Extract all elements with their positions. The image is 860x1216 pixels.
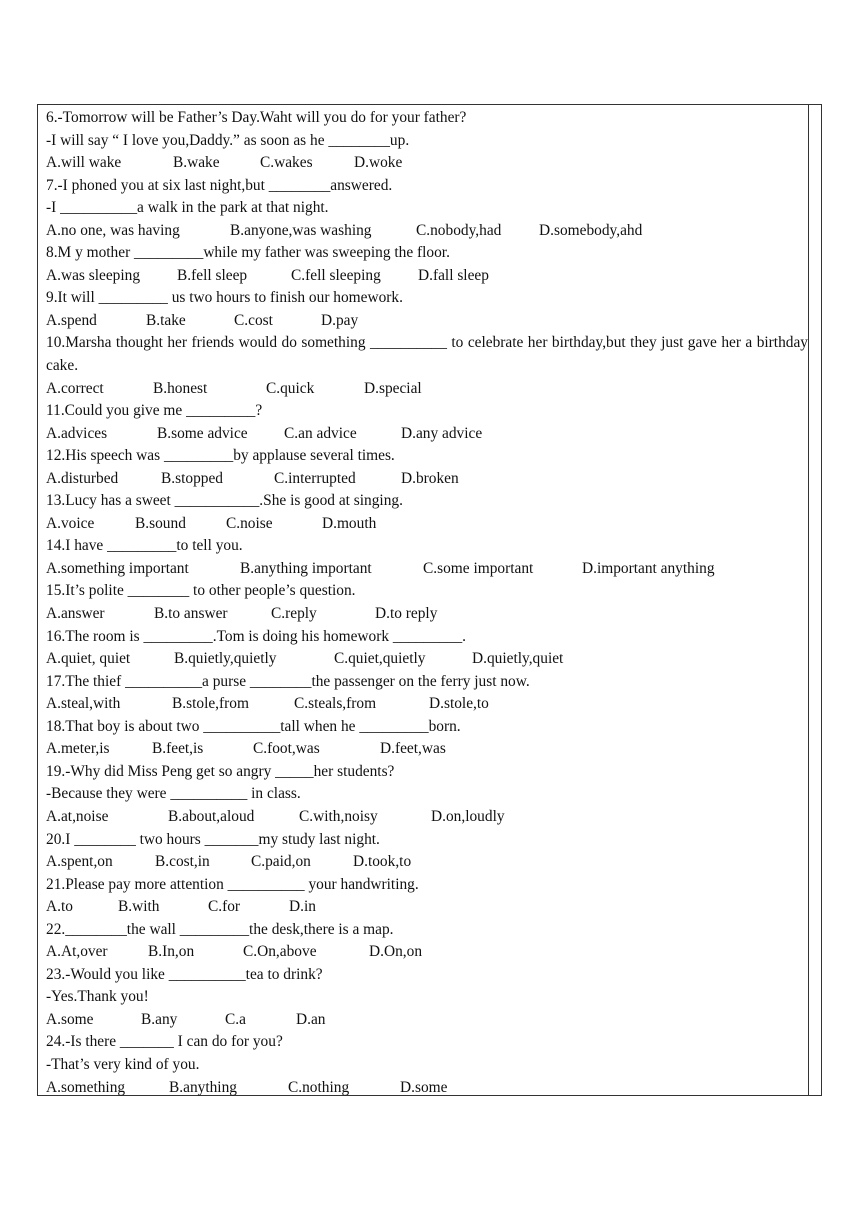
question-dialogue-line: -Yes.Thank you! — [46, 988, 149, 1006]
answer-options — [46, 220, 808, 243]
question-stem: 15.It’s polite ________ to other people’s question. — [46, 582, 356, 600]
answer-option: A.answer — [46, 605, 105, 623]
answer-option: B.sound — [135, 514, 186, 532]
answer-option: B.quietly,quietly — [174, 650, 277, 668]
question-stem: 11.Could you give me _________? — [46, 402, 263, 420]
answer-options — [46, 941, 808, 964]
question-stem: 9.It will _________ us two hours to finish our homework. — [46, 289, 403, 307]
answer-option: D.mouth — [322, 514, 377, 532]
answer-option: B.fell sleep — [177, 266, 248, 284]
answer-option: A.voice — [46, 514, 95, 532]
answer-option: D.special — [364, 379, 422, 397]
question-item — [46, 175, 808, 243]
answer-option: D.broken — [401, 469, 459, 487]
table-side-column — [808, 105, 809, 1095]
answer-option: D.stole,to — [429, 695, 489, 713]
question-item — [46, 964, 808, 1032]
question-stem: 16.The room is _________.Tom is doing his homework _________. — [46, 627, 467, 645]
question-stem: 21.Please pay more attention __________ your handwriting. — [46, 875, 419, 893]
answer-option: B.wake — [173, 154, 220, 172]
question-dialogue-line: -I will say “ I love you,Daddy.” as soon as he ________up. — [46, 131, 410, 149]
question-stem: 19.-Why did Miss Peng get so angry _____her students? — [46, 762, 395, 780]
answer-option: D.pay — [321, 311, 359, 329]
answer-option: B.feet,is — [152, 740, 204, 758]
answer-option: D.feet,was — [380, 740, 446, 758]
question-item — [46, 490, 808, 535]
answer-option: D.in — [289, 898, 316, 916]
answer-option: A.spend — [46, 311, 97, 329]
question-stem: 13.Lucy has a sweet ___________.She is good at singing. — [46, 492, 403, 510]
answer-option: D.to reply — [375, 605, 438, 623]
answer-option: C.interrupted — [274, 469, 356, 487]
question-item — [46, 626, 808, 671]
answer-option: C.some important — [423, 559, 534, 577]
answer-option: D.any advice — [401, 424, 483, 442]
answer-options — [46, 265, 808, 288]
answer-option: B.honest — [153, 379, 208, 397]
answer-option: D.fall sleep — [418, 266, 489, 284]
answer-option: C.a — [225, 1010, 246, 1028]
answer-option: B.stopped — [161, 469, 223, 487]
answer-option: C.reply — [271, 605, 317, 623]
question-item — [46, 107, 808, 175]
answer-option: C.cost — [234, 311, 273, 329]
answer-option: C.an advice — [284, 424, 357, 442]
answer-options — [46, 558, 808, 581]
question-stem: 17.The thief __________a purse ________the passenger on the ferry just now. — [46, 672, 530, 690]
answer-option: B.some advice — [157, 424, 248, 442]
answer-options — [46, 693, 808, 716]
answer-options — [46, 1009, 808, 1032]
answer-options — [46, 378, 808, 401]
answer-option: C.fell sleeping — [291, 266, 381, 284]
answer-option: C.with,noisy — [299, 807, 378, 825]
answer-options — [46, 738, 808, 761]
answer-option: B.stole,from — [172, 695, 249, 713]
answer-option: B.anyone,was washing — [230, 221, 372, 239]
question-item — [46, 332, 808, 400]
answer-option: A.to — [46, 898, 73, 916]
worksheet-table — [37, 104, 822, 1096]
answer-option: C.quick — [266, 379, 315, 397]
answer-option: A.something important — [46, 559, 189, 577]
answer-option: C.quiet,quietly — [334, 650, 426, 668]
answer-option: D.On,on — [369, 943, 423, 961]
answer-option: A.disturbed — [46, 469, 119, 487]
answer-options — [46, 513, 808, 536]
question-item — [46, 1031, 808, 1099]
answer-option: C.steals,from — [294, 695, 377, 713]
question-item — [46, 445, 808, 490]
answer-option: D.woke — [354, 154, 403, 172]
answer-options — [46, 423, 808, 446]
answer-options — [46, 152, 808, 175]
answer-options — [46, 603, 808, 626]
answer-option: A.steal,with — [46, 695, 121, 713]
question-stem: 10.Marsha thought her friends would do something __________ to celebrate her birthday,but they just gave her a birthday cake. — [46, 334, 808, 375]
answer-option: D.important anything — [582, 559, 715, 577]
question-list — [46, 107, 808, 1099]
answer-option: A.correct — [46, 379, 104, 397]
answer-option: B.anything — [169, 1078, 237, 1096]
answer-option: C.nothing — [288, 1078, 350, 1096]
question-item — [46, 580, 808, 625]
answer-option: A.advices — [46, 424, 108, 442]
answer-option: A.something — [46, 1078, 126, 1096]
answer-option: A.quiet, quiet — [46, 650, 131, 668]
answer-option: A.At,over — [46, 943, 108, 961]
question-dialogue-line: -That’s very kind of you. — [46, 1055, 200, 1073]
answer-option: B.about,aloud — [168, 807, 255, 825]
answer-option: C.nobody,had — [416, 221, 502, 239]
question-item — [46, 874, 808, 919]
answer-options — [46, 806, 808, 829]
question-stem: 22.________the wall _________the desk,there is a map. — [46, 920, 394, 938]
answer-option: D.an — [296, 1010, 326, 1028]
answer-options — [46, 896, 808, 919]
answer-option: B.anything important — [240, 559, 372, 577]
question-item — [46, 535, 808, 580]
question-stem: 8.M y mother _________while my father was sweeping the floor. — [46, 244, 450, 262]
question-stem: 20.I ________ two hours _______my study last night. — [46, 830, 380, 848]
answer-option: D.on,loudly — [431, 807, 505, 825]
answer-option: B.In,on — [148, 943, 195, 961]
answer-option: D.somebody,ahd — [539, 221, 643, 239]
answer-option: B.to answer — [154, 605, 228, 623]
answer-option: B.with — [118, 898, 160, 916]
question-item — [46, 716, 808, 761]
question-stem: 14.I have _________to tell you. — [46, 537, 243, 555]
question-stem: 23.-Would you like __________tea to drink? — [46, 965, 323, 983]
answer-option: B.take — [146, 311, 186, 329]
question-item — [46, 400, 808, 445]
answer-option: C.wakes — [260, 154, 313, 172]
question-item — [46, 919, 808, 964]
answer-option: A.at,noise — [46, 807, 109, 825]
question-stem: 7.-I phoned you at six last night,but ________answered. — [46, 176, 393, 194]
answer-option: C.noise — [226, 514, 273, 532]
question-dialogue-line: -I __________a walk in the park at that night. — [46, 199, 329, 217]
answer-options — [46, 648, 808, 671]
answer-options — [46, 468, 808, 491]
answer-option: A.no one, was having — [46, 221, 180, 239]
answer-option: D.some — [400, 1078, 448, 1096]
answer-option: A.meter,is — [46, 740, 110, 758]
answer-option: C.On,above — [243, 943, 317, 961]
question-dialogue-line: -Because they were __________ in class. — [46, 785, 301, 803]
answer-options — [46, 1077, 808, 1100]
question-item — [46, 671, 808, 716]
answer-option: B.cost,in — [155, 853, 210, 871]
answer-option: A.was sleeping — [46, 266, 141, 284]
answer-option: C.foot,was — [253, 740, 320, 758]
answer-option: B.any — [141, 1010, 178, 1028]
question-stem: 18.That boy is about two __________tall when he _________born. — [46, 717, 461, 735]
answer-option: C.for — [208, 898, 241, 916]
question-item — [46, 287, 808, 332]
question-item — [46, 242, 808, 287]
answer-option: A.spent,on — [46, 853, 113, 871]
answer-option: D.quietly,quiet — [472, 650, 564, 668]
question-item — [46, 761, 808, 829]
answer-option: D.took,to — [353, 853, 412, 871]
answer-option: C.paid,on — [251, 853, 311, 871]
question-stem: 12.His speech was _________by applause several times. — [46, 447, 395, 465]
question-stem: 24.-Is there _______ I can do for you? — [46, 1033, 283, 1051]
answer-options — [46, 851, 808, 874]
answer-option: A.some — [46, 1010, 94, 1028]
question-stem: 6.-Tomorrow will be Father’s Day.Waht will you do for your father? — [46, 109, 467, 126]
answer-option: A.will wake — [46, 154, 122, 172]
question-item — [46, 829, 808, 874]
answer-options — [46, 310, 808, 333]
